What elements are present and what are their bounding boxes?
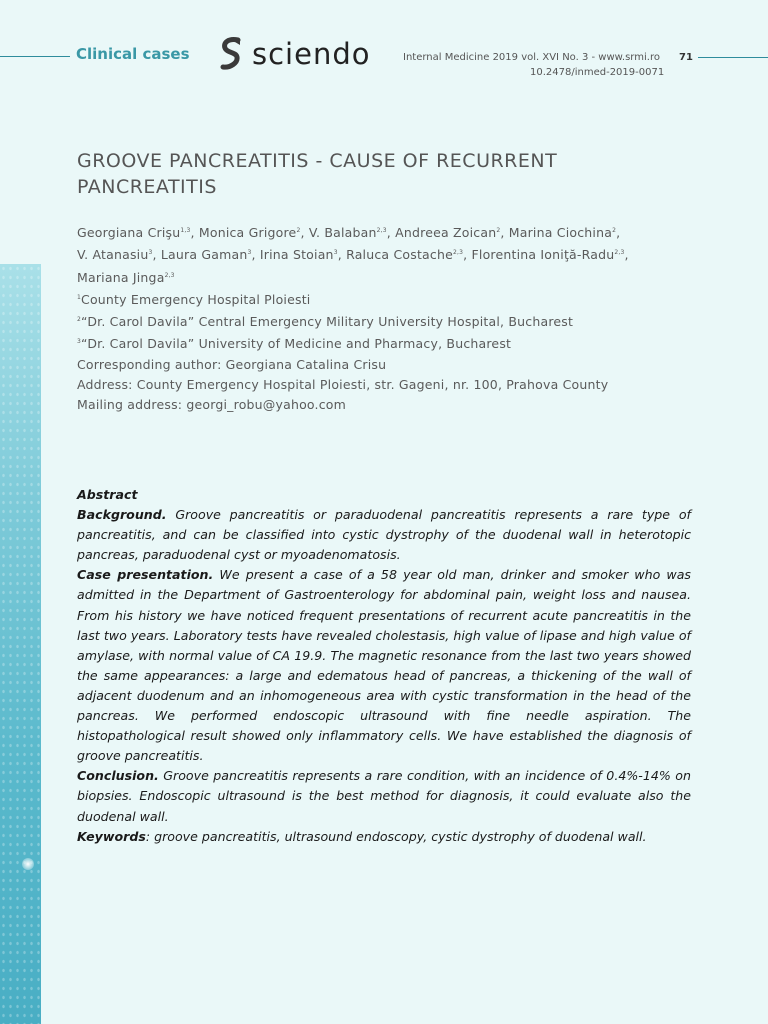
- sciendo-logo: [220, 37, 370, 71]
- author-affil: 3: [247, 249, 252, 257]
- page-number: 71: [679, 52, 693, 63]
- author-affil: 2,3: [452, 249, 464, 257]
- decorative-side-strip: [0, 264, 41, 1024]
- doi-link[interactable]: 10.2478/inmed-2019-0071: [530, 67, 665, 78]
- affiliation-text: “Dr. Carol Davila” University of Medicine and Pharmacy, Bucharest: [81, 336, 512, 352]
- title-line-2: PANCREATITIS: [77, 176, 217, 198]
- author-name: Florentina Ioniţă-Radu: [471, 247, 615, 263]
- keywords-text: : groove pancreatitis, ultrasound endoscopy, cystic dystrophy of duodenal wall.: [145, 828, 647, 844]
- article-title: [77, 148, 697, 200]
- section-label: Clinical cases: [76, 45, 190, 63]
- author-affil: 2: [496, 227, 501, 234]
- postal-address: Address: County Emergency Hospital Ploiesti, str. Gageni, nr. 100, Prahova County: [77, 377, 609, 393]
- author-name: Mariana Jinga: [77, 269, 165, 285]
- author-name: V. Atanasiu: [77, 247, 149, 263]
- affiliation-number: 1: [77, 293, 82, 301]
- author-name: Marina Ciochina: [508, 225, 613, 240]
- author-name: Laura Gaman: [160, 247, 248, 263]
- author-name: Georgiana Crişu: [77, 225, 181, 240]
- logo-text: sciendo: [252, 37, 371, 71]
- affiliation-number: 3: [77, 338, 82, 346]
- author-name: Raluca Costache: [346, 247, 453, 263]
- strip-glow: [22, 858, 34, 870]
- case-text: We present a case of a 58 year old man, drinker and smoker who was admitted in the Department of Gastroenterology for abdominal pain, weight loss and nausea. From his history we have noticed frequent presentations of recurrent acute pancreatitis in the last two years. Laboratory tests have revealed cholestasis, high value of lipase and high value of amylase, with normal value of CA 19.9. The magnetic resonance from the last two years showed the same appearances: a large and edematous head of pancreas, a thickening of the wall of adjacent duodenum and an inhomogeneous area with cystic transformation in the head of the pancreas. We performed endoscopic ultrasound with fine needle aspiration. The histopathological result showed only inflammatory cells. We have established the diagnosis of groove pancreatitis.: [77, 567, 691, 764]
- mailing-address[interactable]: Mailing address: georgi_robu@yahoo.com: [77, 397, 347, 413]
- author-block: [77, 221, 677, 416]
- header-rule-right: [698, 57, 768, 58]
- author-affil: 3: [333, 249, 338, 257]
- affiliation-number: 2: [77, 316, 82, 324]
- journal-info: Internal Medicine 2019 vol. XVI No. 3 - www.srmi.ro: [403, 52, 660, 63]
- author-line: Georgiana Crişu$^{1,3}$, Monica Grigore$^2$, V. Balaban$^{2,3}$, Andreea Zoican$^2$, Marina Ciochina$^2$,: [77, 225, 621, 240]
- abstract-keywords: [77, 827, 691, 847]
- strip-texture: [0, 264, 41, 1024]
- conclusion-text: Groove pancreatitis represents a rare condition, with an incidence of 0.4%-14% on biopsies. Endoscopic ultrasound is the best method for diagnosis, it could evaluate also the duodenal wall.: [77, 768, 691, 824]
- abstract-conclusion: [77, 766, 691, 826]
- header-rule-left: [0, 56, 70, 57]
- affiliation: [77, 288, 677, 310]
- author-affil: 2: [296, 227, 301, 234]
- affiliation-text: “Dr. Carol Davila” Central Emergency Military University Hospital, Bucharest: [81, 314, 574, 330]
- abstract-heading: Abstract: [77, 487, 138, 502]
- author-affil: 1,3: [180, 227, 191, 234]
- affiliation: [77, 310, 677, 332]
- abstract: [77, 485, 691, 847]
- author-affil: 2,3: [376, 227, 387, 234]
- author-affil: 2,3: [164, 271, 175, 279]
- case-label: Case presentation.: [77, 567, 214, 583]
- author-name: V. Balaban: [308, 225, 377, 240]
- corresponding-author: Corresponding author: Georgiana Catalina Crisu: [77, 356, 387, 372]
- conclusion-label: Conclusion.: [77, 768, 159, 784]
- author-affil: 3: [148, 249, 153, 257]
- affiliation: [77, 332, 677, 354]
- abstract-case: [77, 565, 691, 766]
- author-name: Andreea Zoican: [395, 225, 497, 240]
- sciendo-logo-icon: [220, 37, 242, 71]
- author-line: [77, 266, 677, 288]
- author-line: V. Atanasiu$^3$, Laura Gaman$^3$, Irina Stoian$^3$, Raluca Costache$^{2,3}$, Florentina Ioniţă-Radu$^{2,3}$,: [77, 247, 629, 263]
- keywords-label: Keywords: [77, 828, 146, 844]
- background-text: Groove pancreatitis or paraduodenal pancreatitis represents a rare type of pancreatitis, and can be classified into cystic dystrophy of the duodenal wall in heterotopic pancreas, paraduodenal cyst or myoadenomatosis.: [77, 507, 691, 563]
- author-affil: 2: [612, 227, 617, 234]
- background-label: Background.: [77, 507, 167, 523]
- author-name: Monica Grigore: [198, 225, 297, 240]
- affiliation-text: County Emergency Hospital Ploiesti: [81, 291, 311, 307]
- author-name: Irina Stoian: [259, 247, 334, 263]
- abstract-background: [77, 505, 691, 565]
- title-line-1: GROOVE PANCREATITIS - CAUSE OF RECURRENT: [77, 150, 558, 172]
- author-affil: 2,3: [614, 249, 625, 257]
